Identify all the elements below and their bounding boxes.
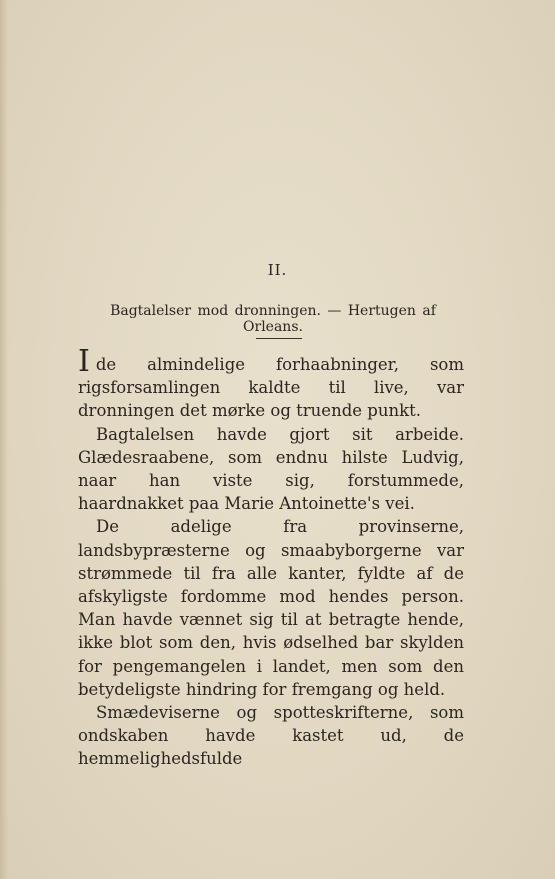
body-text: [78, 344, 464, 771]
paragraph-1-text: de almindelige forhaabninger, som rigsforsamlingen kaldte til live, var dronningen det mørke og truende punkt.: [78, 355, 464, 421]
page-edge-shadow: [0, 0, 8, 879]
paragraph-2: Bagtalelsen havde gjort sit arbeide. Glædesraabene, som endnu hilste Ludvig, naar han viste sig, forstummede, haardnakket paa Marie Antoinette's vei.: [78, 424, 464, 514]
chapter-subtitle: Bagtalelser mod dronningen. — Hertugen af Orleans.: [110, 303, 436, 335]
chapter-number: II.: [267, 261, 288, 279]
paragraph-4: Smædeviserne og spotteskrifterne, som ondskaben havde kastet ud, de hemmelighedsfulde: [78, 703, 464, 769]
title-divider: [256, 338, 302, 339]
paragraph-3: De adelige fra provinserne, landsbypræsterne og smaabyborgerne var strømmede til fra alle kanter, fyldte af de afskyligste fordomme mod hendes person. Man havde vænnet sig til at betragte hende, ikke blot som den, hvis ødselhed bar skylden for pengemangelen i landet, men som den betydeligste hindring for fremgang og held.: [78, 517, 464, 699]
paragraph-1: [78, 344, 464, 423]
drop-cap: I: [78, 344, 90, 379]
